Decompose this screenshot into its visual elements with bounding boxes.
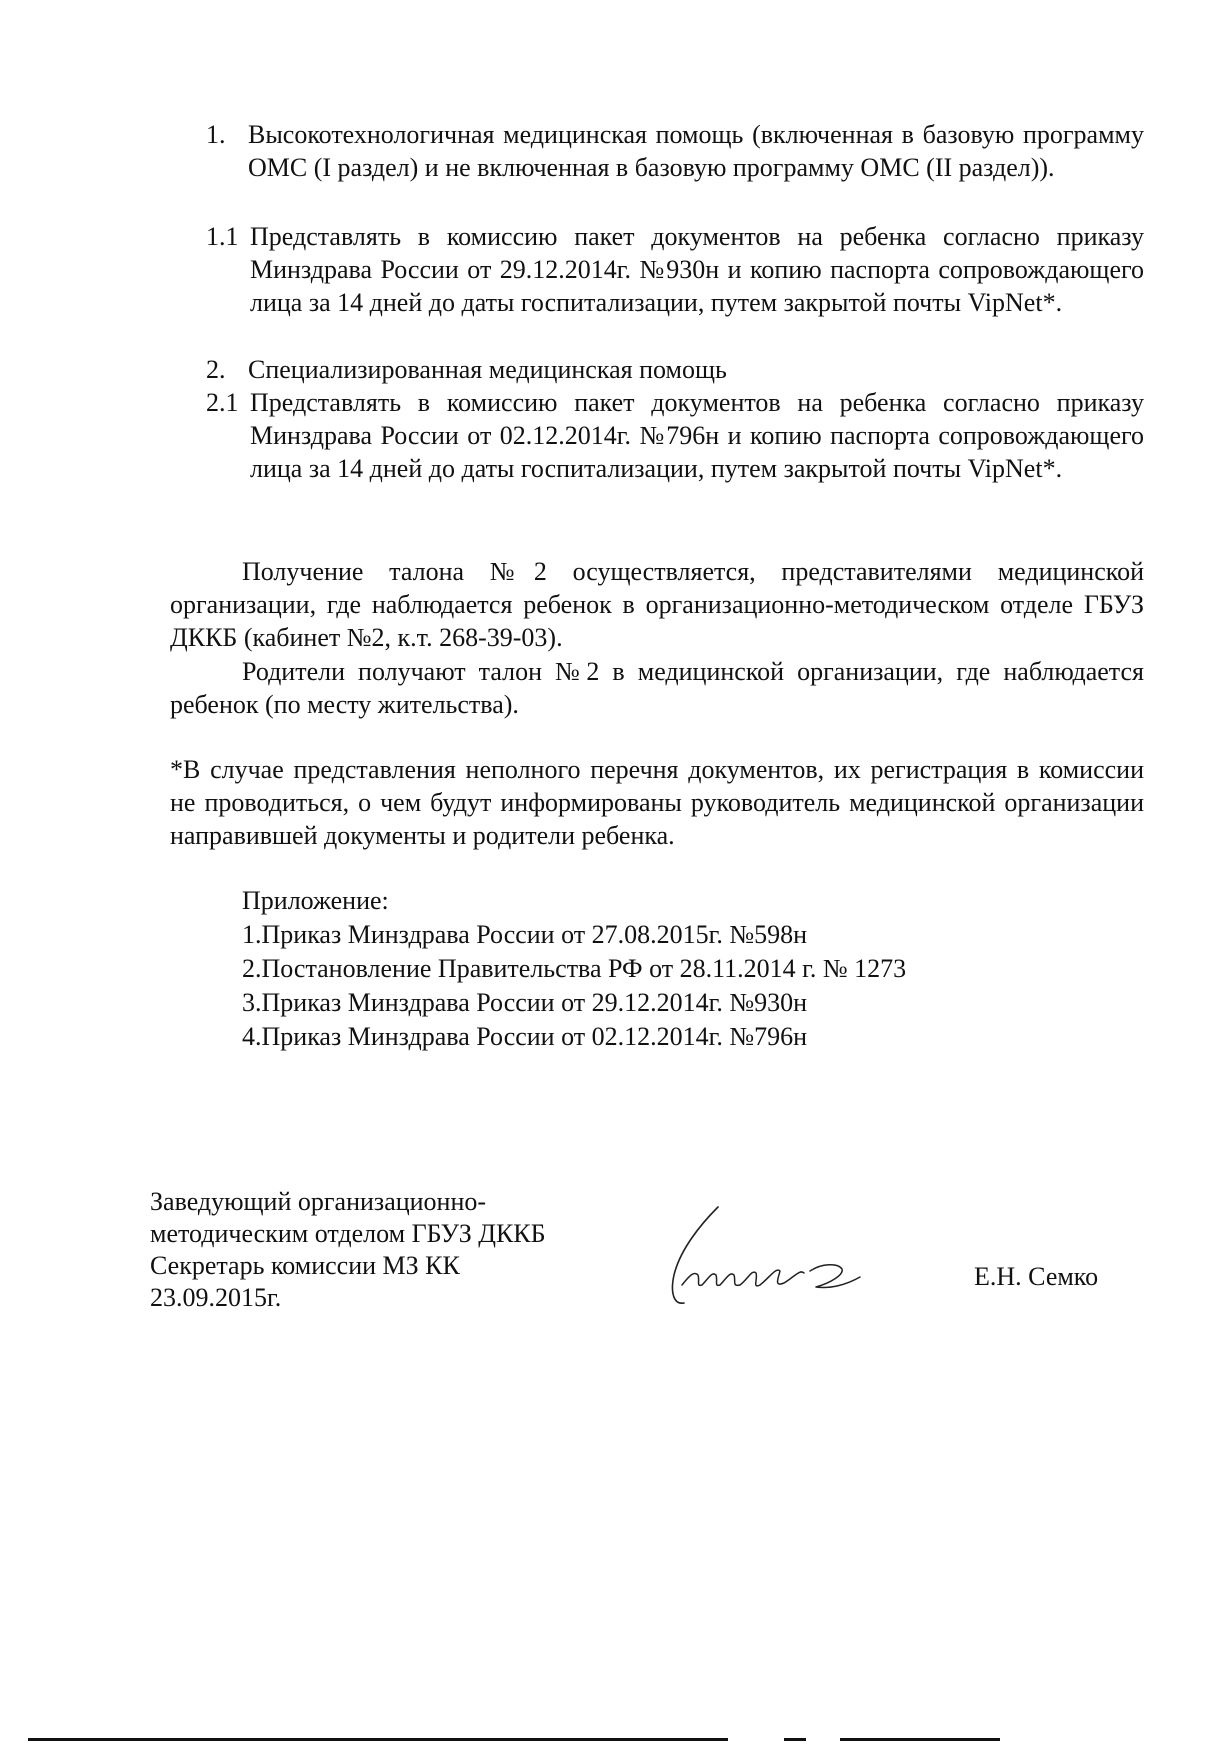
item-text: Представлять в комиссию пакет документов на ребенка согласно приказу Минздрава России от 29.12.2014г. №930н и копию паспорта сопровождающего лица за 14 дней до даты госпитализации, путем закрытой почты VipNet*. [250, 222, 1144, 317]
position-title: методическим отделом ГБУЗ ДККБ [150, 1219, 546, 1248]
appendix-entry: 1.Приказ Минздрава России от 27.08.2015г. №598н [242, 920, 808, 949]
item-text: Высокотехнологичная медицинская помощь (включенная в базовую программу ОМС (I раздел) и не включенная в базовую программу ОМС (II раздел)). [248, 120, 1144, 182]
item-text: Представлять в комиссию пакет документов на ребенка согласно приказу Минздрава России от 02.12.2014г. №796н и копию паспорта сопровождающего лица за 14 дней до даты госпитализации, путем закрытой почты VipNet*. [250, 388, 1144, 483]
item-1-1 [206, 220, 1144, 319]
bottom-rule [784, 1738, 806, 1741]
item-number: 2. [206, 355, 226, 384]
item-2 [206, 353, 1144, 386]
handwritten-signature [660, 1205, 880, 1315]
appendix-entry: 3.Приказ Минздрава России от 29.12.2014г. №930н [242, 988, 808, 1017]
item-1 [206, 118, 1144, 184]
position-title: Секретарь комиссии МЗ КК [150, 1251, 460, 1280]
item-number: 2.1 [206, 388, 239, 417]
appendix [242, 884, 1062, 1054]
paragraph-parents: Родители получают талон №2 в медицинской организации, где наблюдается ребенок (по месту жительства). [170, 657, 1144, 719]
appendix-title: Приложение: [242, 886, 389, 915]
item-2-1 [206, 386, 1144, 485]
paragraph-talon-receipt: Получение талона №2 осуществляется, представителями медицинской организации, где наблюдается ребенок в организационно-методическом отделе ГБУЗ ДККБ (кабинет №2, к.т. 268-39-03). [170, 557, 1144, 652]
signature-date: 23.09.2015г. [150, 1283, 282, 1312]
item-number: 1. [206, 120, 226, 149]
signature-block [150, 1186, 670, 1314]
position-title: Заведующий организационно- [150, 1187, 487, 1216]
footnote: *В случае представления неполного перечня документов, их регистрация в комиссии не проводиться, о чем будут информированы руководитель медицинской организации направившей документы и родители ребенка. [170, 755, 1144, 850]
bottom-rule [840, 1738, 1000, 1741]
signer-name: Е.Н. Семко [974, 1262, 1099, 1291]
item-text: Специализированная медицинская помощь [248, 355, 727, 384]
appendix-entry: 2.Постановление Правительства РФ от 28.11.2014 г. № 1273 [242, 954, 907, 983]
bottom-rule [28, 1738, 728, 1741]
appendix-entry: 4.Приказ Минздрава России от 02.12.2014г. №796н [242, 1022, 808, 1051]
item-number: 1.1 [206, 222, 239, 251]
